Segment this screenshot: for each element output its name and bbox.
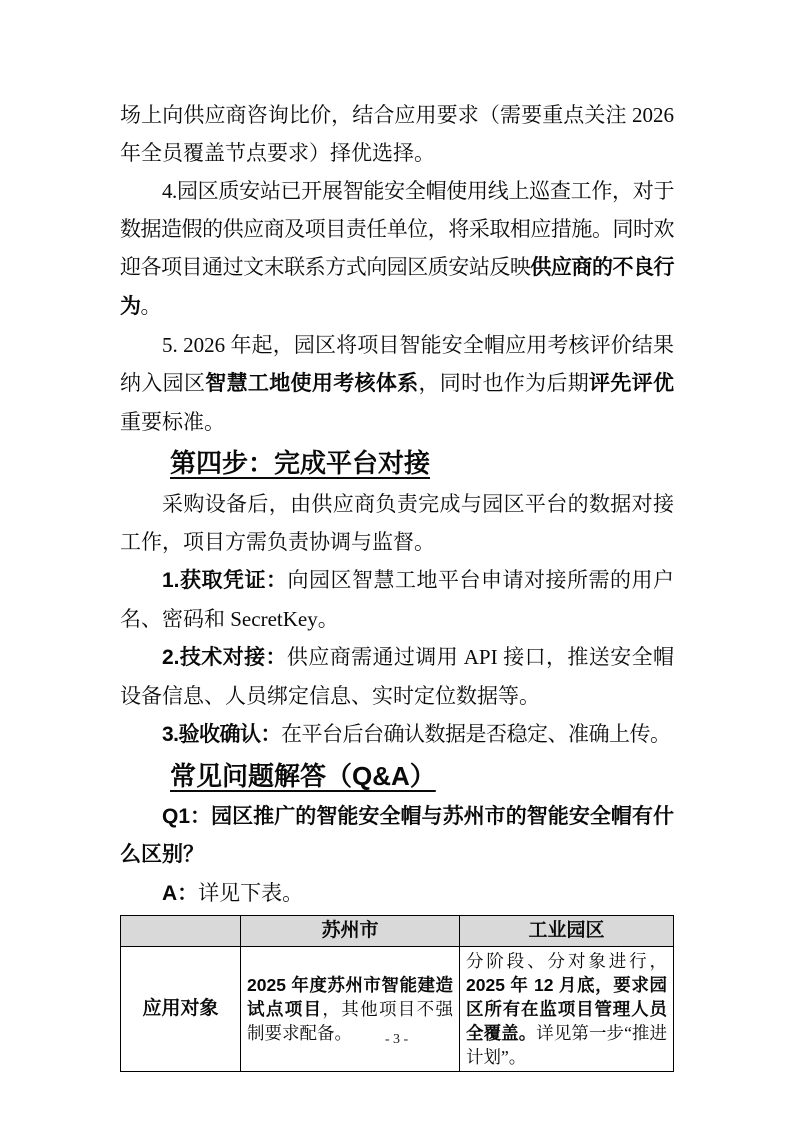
item2-text: 供应商需通过调用 API 接口，推送安全帽设备信息、人员绑定信息、实时定位数据等。 (120, 645, 674, 708)
sip-bold-text: 2025 年 12 月底，要求园区所有在监项目管理人员全覆盖。 (466, 975, 667, 1043)
comparison-table (120, 915, 674, 1072)
item4-period: 。 (140, 294, 161, 318)
sip-post-text: 详见第一步“推进计划”。 (466, 1023, 667, 1067)
item5-mid-text: ，同时也作为后期 (418, 371, 590, 395)
sip-pre-text: 分阶段、分对象进行， (466, 951, 667, 971)
paragraph-continuation: 场上向供应商咨询比价，结合应用要求（需要重点关注 2026 年全员覆盖节点要求）择优选择。 (120, 103, 674, 165)
qa-heading: 常见问题解答（Q&A） (170, 761, 436, 791)
header-cell-sip: 工业园区 (460, 916, 674, 947)
table-header-row (121, 916, 674, 947)
answer-label: A： (162, 882, 199, 905)
step4-item1-paragraph (120, 561, 674, 638)
item3-text: 在平台后台确认数据是否稳定、准确上传。 (281, 722, 671, 746)
table-row-application-target (121, 947, 674, 1072)
question-1-paragraph: Q1：园区推广的智能安全帽与苏州市的智能安全帽有什么区别？ (120, 805, 674, 866)
sip-cell (460, 947, 674, 1072)
paragraph-item-5 (120, 326, 674, 441)
answer-text: 详见下表。 (198, 881, 304, 905)
step4-intro-paragraph: 采购设备后，由供应商负责完成与园区平台的数据对接工作，项目方需负责协调与监督。 (120, 492, 674, 554)
item3-label: 3.验收确认： (162, 723, 282, 746)
item5-bold-system: 智慧工地使用考核体系 (205, 372, 419, 395)
item4-text: 4.园区质安站已开展智能安全帽使用线上巡查工作，对于数据造假的供应商及项目责任单位，将采取相应措施。同时欢迎各项目通过文末联系方式向园区质安站反映 (120, 179, 674, 279)
item5-text: 5. 2026 年起，园区将项目智能安全帽应用考核评价结果纳入园区 (120, 333, 674, 395)
document-content (120, 96, 674, 1072)
item1-label: 1.获取凭证： (162, 569, 288, 592)
answer-1-paragraph (120, 874, 674, 913)
item5-bold-award: 评先评优 (589, 372, 675, 395)
paragraph-item-4 (120, 172, 674, 326)
header-cell-suzhou: 苏州市 (241, 916, 460, 947)
step4-item3-paragraph (120, 715, 674, 754)
item2-label: 2.技术对接： (162, 646, 287, 669)
item4-bold-text: 供应商的不良行为 (120, 256, 675, 318)
page-number: - 3 - (384, 1032, 409, 1047)
header-cell-empty (121, 916, 241, 947)
suzhou-bold-text: 2025 年度苏州市智能建造试点项目 (247, 975, 453, 1019)
row-label-cell: 应用对象 (121, 947, 241, 1072)
suzhou-cell (241, 947, 460, 1072)
item5-end-text: 重要标准。 (120, 410, 225, 434)
step4-item2-paragraph (120, 638, 674, 715)
suzhou-rest-text: ，其他项目不强制要求配备。 (247, 999, 454, 1043)
step4-heading: 第四步：完成平台对接 (170, 448, 431, 478)
item1-text: 向园区智慧工地平台申请对接所需的用户名、密码和 SecretKey。 (120, 568, 675, 631)
